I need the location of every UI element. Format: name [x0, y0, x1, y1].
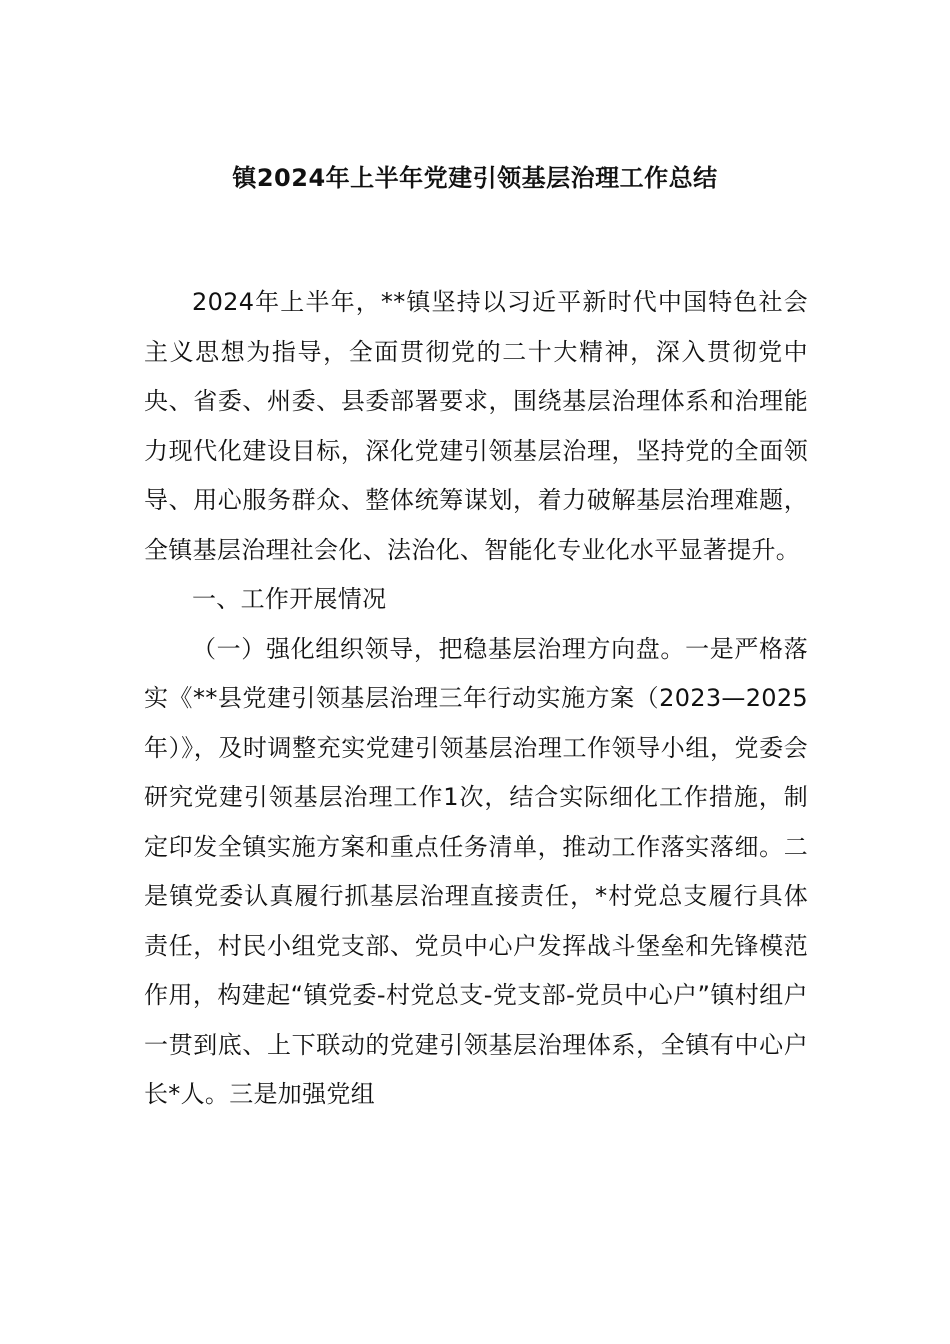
subsection-paragraph: （一）强化组织领导，把稳基层治理方向盘。一是严格落实《**县党建引领基层治理三年行动实施方案（2023—2025年）》，及时调整充实党建引领基层治理工作领导小组，党委会研究党建引领基层治理工作1次，结合实际细化工作措施，制定印发全镇实施方案和重点任务清单，推动工作落实落细。二是镇党委认真履行抓基层治理直接责任，*村党总支履行具体责任，村民小组党支部、党员中心户发挥战斗堡垒和先锋模范作用，构建起“镇党委-村党总支-党支部-党员中心户”镇村组户一贯到底、上下联动的党建引领基层治理体系，全镇有中心户长*人。三是加强党组	[144, 634, 808, 1108]
section-heading: 一、工作开展情况	[192, 585, 387, 613]
document-body	[144, 278, 808, 1120]
intro-paragraph: 2024年上半年，**镇坚持以习近平新时代中国特色社会主义思想为指导，全面贯彻党的二十大精神，深入贯彻党中央、省委、州委、县委部署要求，围绕基层治理体系和治理能力现代化建设目标，深化党建引领基层治理，坚持党的全面领导、用心服务群众、整体统筹谋划，着力破解基层治理难题，全镇基层治理社会化、法治化、智能化专业化水平显著提升。	[144, 288, 808, 564]
document-title: 镇2024年上半年党建引领基层治理工作总结	[232, 164, 718, 192]
